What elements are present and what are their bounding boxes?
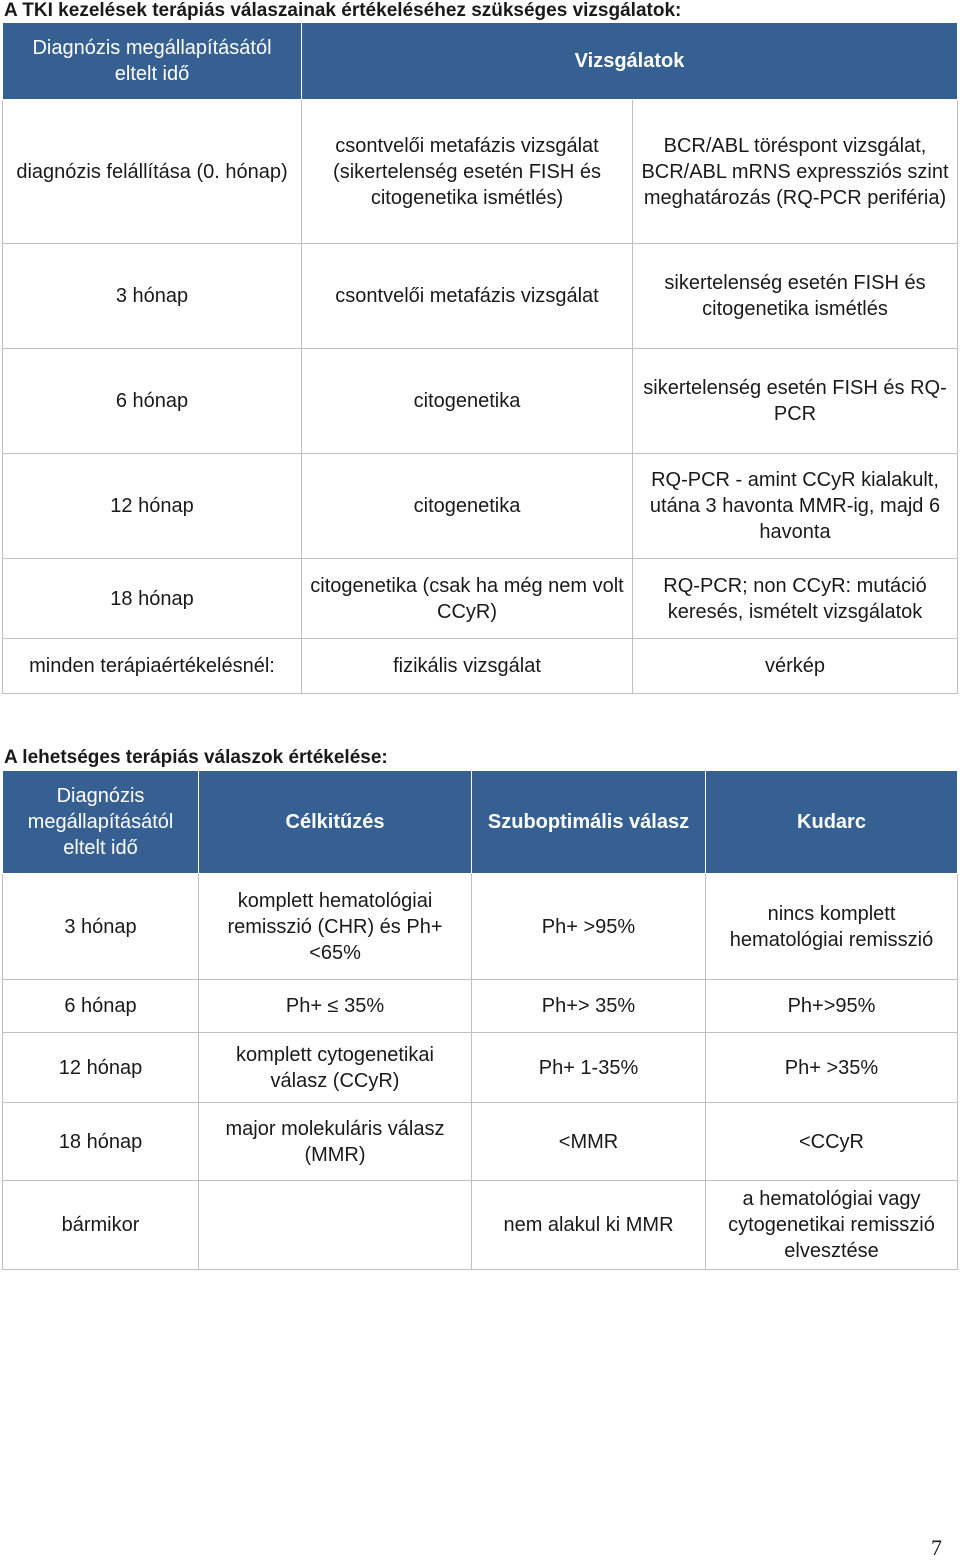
therapy-response-table [2, 770, 958, 1270]
cell-exam-detail: sikertelenség esetén FISH és RQ-PCR [633, 349, 958, 454]
cell-goal: Ph+ ≤ 35% [199, 980, 472, 1033]
table-row [3, 1181, 958, 1270]
table-row [3, 559, 958, 639]
cell-time: 3 hónap [3, 874, 199, 980]
cell-goal [199, 1181, 472, 1270]
cell-time: 18 hónap [3, 1103, 199, 1181]
cell-time: 12 hónap [3, 454, 302, 559]
table2-title: A lehetséges terápiás válaszok értékelése: [4, 747, 388, 768]
cell-exam-detail: RQ-PCR - amint CCyR kialakult, utána 3 havonta MMR-ig, majd 6 havonta [633, 454, 958, 559]
table-row [3, 454, 958, 559]
table-row [3, 244, 958, 349]
cell-failure: <CCyR [706, 1103, 958, 1181]
table1-title: A TKI kezelések terápiás válaszainak értékeléséhez szükséges vizsgálatok: [4, 0, 682, 21]
cell-time: 3 hónap [3, 244, 302, 349]
page-number: 7 [931, 1535, 942, 1560]
cell-failure: Ph+ >35% [706, 1033, 958, 1103]
cell-exam: citogenetika (csak ha még nem volt CCyR) [302, 559, 633, 639]
cell-goal: komplett hematológiai remisszió (CHR) és Ph+<65% [199, 874, 472, 980]
cell-time: 12 hónap [3, 1033, 199, 1103]
table-header-row [3, 23, 958, 100]
cell-exam: csontvelői metafázis vizsgálat (sikertelenség esetén FISH és citogenetika ismétlés) [302, 100, 633, 244]
table-row [3, 349, 958, 454]
cell-exam: citogenetika [302, 454, 633, 559]
header-suboptimal-response: Szuboptimális válasz [472, 771, 706, 874]
cell-time: 6 hónap [3, 980, 199, 1033]
cell-exam: citogenetika [302, 349, 633, 454]
cell-suboptimal: Ph+ >95% [472, 874, 706, 980]
cell-failure: a hematológiai vagy cytogenetikai remisszió elvesztése [706, 1181, 958, 1270]
cell-failure: Ph+>95% [706, 980, 958, 1033]
header-time-since-diagnosis: Diagnózis megállapításától eltelt idő [3, 23, 302, 100]
table-header-row [3, 771, 958, 874]
cell-suboptimal: <MMR [472, 1103, 706, 1181]
table-row [3, 874, 958, 980]
table-row [3, 1033, 958, 1103]
cell-goal: major molekuláris válasz (MMR) [199, 1103, 472, 1181]
cell-exam-detail: vérkép [633, 639, 958, 694]
header-goal: Célkitűzés [199, 771, 472, 874]
cell-exam-detail: sikertelenség esetén FISH és citogenetika ismétlés [633, 244, 958, 349]
cell-suboptimal: nem alakul ki MMR [472, 1181, 706, 1270]
examinations-table [2, 22, 958, 694]
cell-time: minden terápiaértékelésnél: [3, 639, 302, 694]
cell-suboptimal: Ph+ 1-35% [472, 1033, 706, 1103]
cell-exam-detail: BCR/ABL töréspont vizsgálat, BCR/ABL mRNS expressziós szint meghatározás (RQ-PCR periféria) [633, 100, 958, 244]
cell-time: diagnózis felállítása (0. hónap) [3, 100, 302, 244]
cell-goal: komplett cytogenetikai válasz (CCyR) [199, 1033, 472, 1103]
table-row [3, 100, 958, 244]
cell-exam: fizikális vizsgálat [302, 639, 633, 694]
table-row [3, 639, 958, 694]
cell-suboptimal: Ph+> 35% [472, 980, 706, 1033]
cell-exam: csontvelői metafázis vizsgálat [302, 244, 633, 349]
cell-failure: nincs komplett hematológiai remisszió [706, 874, 958, 980]
cell-time: 18 hónap [3, 559, 302, 639]
header-failure: Kudarc [706, 771, 958, 874]
header-time-since-diagnosis: Diagnózis megállapításától eltelt idő [3, 771, 199, 874]
cell-time: 6 hónap [3, 349, 302, 454]
table-row [3, 980, 958, 1033]
cell-time: bármikor [3, 1181, 199, 1270]
cell-exam-detail: RQ-PCR; non CCyR: mutáció keresés, ismételt vizsgálatok [633, 559, 958, 639]
table-row [3, 1103, 958, 1181]
header-examinations: Vizsgálatok [302, 23, 958, 100]
